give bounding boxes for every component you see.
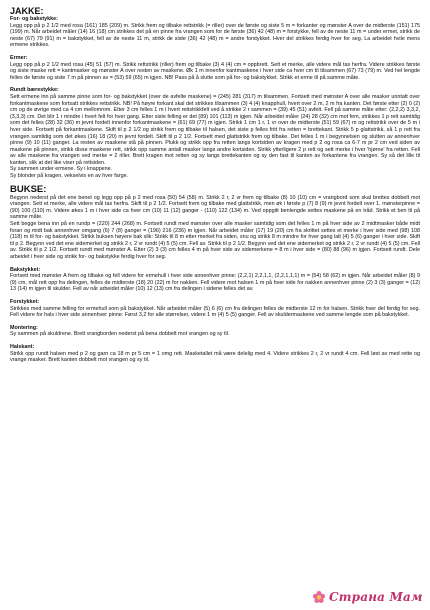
pants-intro-text: Begynn nederst på det ene benet og legg opp på p 2 med rosa (50) 54 (58) m. Strikk 2 r, 2 vr frem og tilbake (8) 10 (10) cm = vrangbord som skal brettes dobbelt mot vrangen. Sett et merke, alle videre mål tas herfra. Skift til p 2 1/2. Fortsett frem og tilbake med glattstrikk, men øk i første p (7) 8 (9) m jevnt fordelt over 1. mønsterpinne = (90) 100 (110) m. Videre økes 1 m i hver side ca hver cm (10) 11 (12) ganger - (110) 122 (134) m. Ved oppgitt benlengde settes maskene på en tråd. Strikk et ben til på samme måte. Sett begge bena inn på en rundp = (220) 244 (268) m. Fortsett rundt med mønster over alle masker samtidig som det felles 1 m på hver side av 2 midtmasker både midt foran og midt bak annenhver omgang (6) 7 (8) ganger = (196) 216 (236) m igjen. Når arbeidet måler (17) 19 (20) cm fra skrittet settes et merke i hver side med (98) 108 (118) m til for- og bakstykket. Strikk buksen høyere bak slik: Strikk til 8 m etter merket fra siden, snu og strikk 8 m mindre for hver gang lalt (4) 5 (6) ganger i hver side. Skift til p 2. Begynn ved det ene sidemerket og strikk 2 r, 2 vr rundt (4) 5 (5) cm. Fell av. Strikk til p 2 1/2. Begynn ved det ene sidemerket og strikk 2 r, 2 vr rundt (4) 5 (5) cm. Fell av. Strikk til p 2 1/2. Fortsett rundt med mønster A. Etter (2) 3 (3) cm felles 4 m på hver side av sidemerkene = 8 m i hver side = (80) 88 (96) m igjen. Fortsett rundt. Dele arbeidet i hver side og strikk for- og bakstykke ferdig hver for seg. — [10, 194, 420, 260]
assembly-text: Sy sammen på skuldrene. Brett vrangborden nederst på bena dobbelt mot vrangen og sy til. — [10, 331, 230, 338]
yoke-text: Sett ermene inn på samme pinne som for- og bakstykket (over de avfelte maskene) = (245) 281 (317) m tilsammen. Fortsett med mønster A over alle masker unntatt over forkantmaskene som fortsatt strikkes rettstrikk. NB! På høyre forkant skal det strikkes tilsammen (3) 4 (4) knapphull, hvert over 2 m, 2 m fra kanten. Det første etter (2) 0 (2) cm og de øvrige med ca 4 cm mellomrom. Etter 3 cm felles 1 m i hvert rettstrikkfelt ved å strikke 2 r sammen = (39) 45 (51) avfelt. Fell på samme måte etter: (2,2,2) 3,3,2, (3,3,3) cm. Det blir 1 r mindre i hvert felt for hver gang. Etter siste felling er det (89) 101 (113) m igjen. Når arbeidet måler (24) 28 (32) cm mot fem, strikkes 1 p rett samtidig som det felles (28) 32 (36) m jevnt fordelt innenfor forkantmaskene = (61) 69 (77) m igjen. Strikk 1 cm 1 r, 1 vr over de midterste (51) 59 (67) m og rettstrikk over de 5 m i hver side. Fortsett på forkantmaskene. Skift til p 2 1/2 og strikk frem og tilbake til halsen, det siste p felles fritt fra retten = brettekant. Strikk 5 p glattstrikk, så 1 p rett fra vrangen samtidig som det økes (16) 18 (20) m jevnt fordelt. Skift til p 2 1/2. Fortsett med glattstrikk frem og tilbake. Det felles 1 m i begynnelsen og slutten av annenhver pinne (9) 10 (11) ganger. La resten av maskene stå på pinnen. Plukk og strikk opp fra retten langs kortsiden av kragen med p 2 og rosa ca 6-7 m pr 2 cm ved siden av maskene på pinnen, strikk disse maskene rett, strikk opp samme antall masker langs andre kortsiden. Strikk ytterligere 2 p rett og sett merke i hver 'hjørne' fra retten. Fell av alle maskene fra vrangen ved merke = 2 riller. Brett kragen mot retten og sy langs brettekanten og sy den fast til kanten av forkantene fra vrangen. Sy så det lille til kanten, slik at det like viser på rettsiden. — [10, 93, 420, 166]
front-heading: Forstykket: — [10, 298, 40, 305]
back-heading: Bakstykket: — [10, 266, 41, 273]
back-text: Fortsett med mønster A frem og tilbake og fell videre for ermehull i hver side annenhver pinne: (2,2,1) 2,2,1,1, (2,2,1,1,1) m = (54) 58 (62) m igjen. Når arbeidet måler (8) 9 (9) cm, mål rett opp fra delingen, felles de midterste (18) 20 (22) m for nakken. Fell videre mot halsen 1 m på hver side for nakken annenhver pinne (2) 3 (3) ganger = (12) 13 (14) m igjen til skulder. Fell av når arbeidet måler (10) 12 (13) cm fra delingen i sidene felles det av. — [10, 273, 420, 293]
jacket-title: JAKKE: — [10, 6, 44, 16]
front-text: Strikkes med samme felling for ermehull som på bakstykket. Når arbeidet måler (5) 6 (6) cm fra delingen felles de midterste 12 m for halsen. Strikk hver del ferdig for seg. Fell videre for hals i hver side annenhver pinne: Først 3,2 for alle størrelser, videre 1 m (4) 5 (5) ganger. Fell av skuldermaskene ved samme lengde som på bakstykket. — [10, 305, 420, 319]
neckband-heading: Halskant: — [10, 343, 35, 350]
front-back-text: Legg opp på p 2 1/2 med rosa (161) 185 (209) m. Strikk frem og tilbake rettstrikk (= riller) over de første og siste 5 m = forkanter og mønster A over de midterste (151) 175 (199) m. Når arbeidet måler (14) 16 (18) cm strikkes det på en pinne fra vrangen som for de første (36) 42 (48) m = forstykke, fell av de neste 11 m = under ermet, strikk de neste (67) 79 (91) m = bakstykket, fell av de neste 11 m, strikk de siste (36) 42 (48) m = andre forstykket. Hver del strikkes ferdig hver for seg. La arbeidet hvile mens ermene strikkes. — [10, 22, 420, 49]
site-watermark — [312, 588, 424, 606]
watermark-text: Страна Мам — [329, 590, 423, 604]
front-back-heading: For- og bakstykke: — [10, 16, 58, 22]
finish-line-2: Sy blonder på kragen, vekselvis en av hver farge. — [10, 173, 129, 180]
neckband-text: Strikk opp rundt halsen med p 2 og garn ca 18 m pr 5 cm = 1 omg rett. Masketallet må være delelig med 4. Videre strikkes 2 r, 2 vr rundt 4 cm. Fell løst av med rette og vrange masker. Brett kanten dobbelt mot vrangen og sy til. — [10, 350, 420, 364]
sleeves-heading: Ermer: — [10, 54, 28, 61]
flower-logo-icon — [312, 590, 326, 604]
pants-title: BUKSE: — [10, 183, 47, 195]
assembly-heading: Montering: — [10, 324, 38, 331]
sleeves-text: Legg opp på p 2 1/2 med rosa (45) 51 (57) m. Strikk rettstrikk (riller) frem og tilbake (3) 4 (4) cm = oppbrett. Sett et merke, alle videre mål tas herfra. Videre strikkes første og siste maske rett = kantmasker og mønster A over resten av maskene. Øk 1 m innenfor kantmaskene i hver side ca hver cm til tilsammen (67) 73 (79) m. Ved hel lengde felles de første og siste 7 m på pinnen av = (53) 59 (65) m igjen. NB! Pass på å slutte som på for- og bakstykket. Strikk et erme til på samme måte. — [10, 61, 420, 81]
pattern-document — [10, 6, 420, 364]
yoke-heading: Rundt bærestykke: — [10, 87, 59, 94]
finish-line-1: Sy sammen under ermene. Sy i knappene. — [10, 166, 113, 173]
